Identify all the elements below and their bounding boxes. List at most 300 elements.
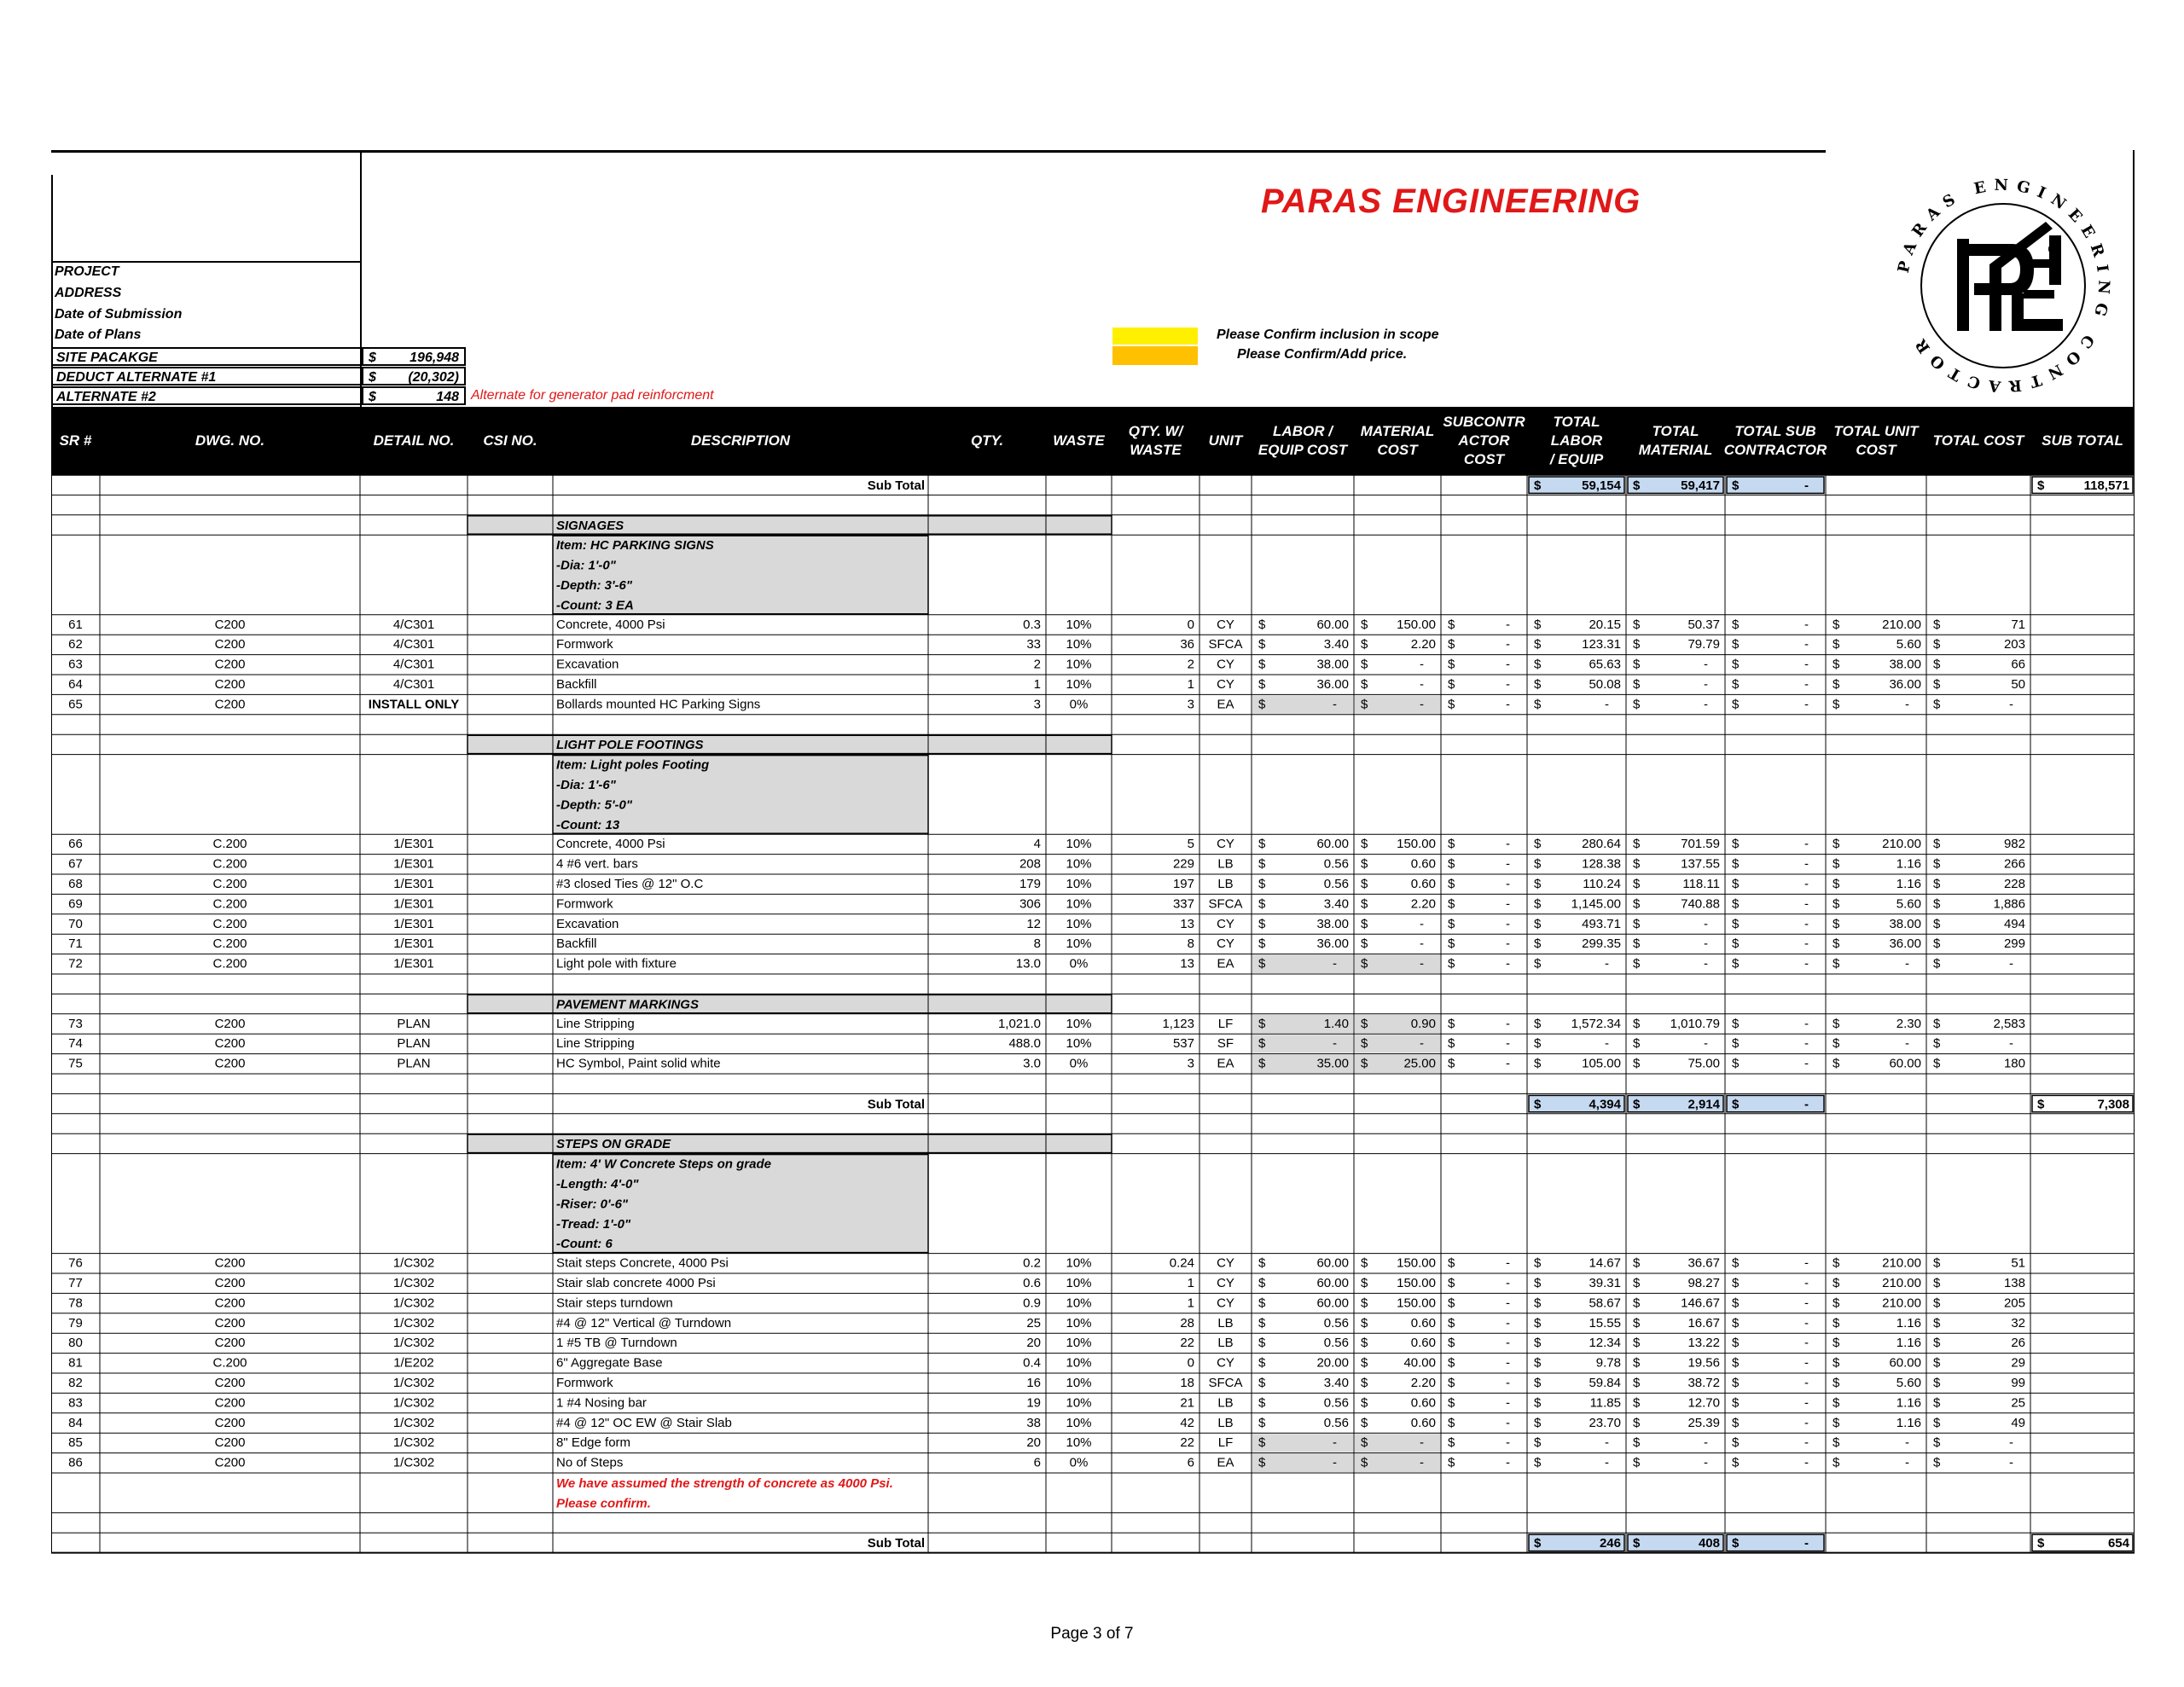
svg-text:-: - xyxy=(1420,1435,1424,1451)
svg-text:SFCA: SFCA xyxy=(1208,1376,1243,1390)
svg-text:$: $ xyxy=(1361,1435,1368,1451)
svg-text:4,394: 4,394 xyxy=(1589,1097,1621,1112)
svg-text:15.55: 15.55 xyxy=(1589,1315,1621,1330)
svg-text:INSTALL ONLY: INSTALL ONLY xyxy=(368,697,460,712)
svg-text:$: $ xyxy=(1258,1395,1266,1411)
svg-text:25: 25 xyxy=(1026,1315,1041,1330)
svg-text:-: - xyxy=(1804,677,1809,692)
svg-text:4/C301: 4/C301 xyxy=(392,657,435,672)
svg-text:$: $ xyxy=(1448,697,1455,712)
table-row xyxy=(51,837,2135,854)
company-name: PARAS ENGINEERING xyxy=(1261,183,1641,220)
svg-text:71: 71 xyxy=(2011,617,2025,632)
svg-text:1.16: 1.16 xyxy=(1896,1395,1921,1411)
svg-text:77: 77 xyxy=(68,1276,83,1290)
svg-text:0.56: 0.56 xyxy=(1323,877,1349,891)
svg-text:12.70: 12.70 xyxy=(1687,1395,1720,1411)
svg-text:118.11: 118.11 xyxy=(1682,877,1720,891)
svg-text:$: $ xyxy=(1833,1455,1840,1470)
svg-text:$: $ xyxy=(1258,1315,1266,1330)
legend-swatch-orange xyxy=(1112,346,1198,365)
svg-text:3.40: 3.40 xyxy=(1323,896,1349,912)
svg-text:60.00: 60.00 xyxy=(1316,1276,1349,1290)
svg-text:494: 494 xyxy=(2003,916,2025,931)
svg-text:$: $ xyxy=(1258,1455,1266,1470)
svg-text:$: $ xyxy=(1361,1056,1368,1071)
svg-text:$: $ xyxy=(1361,1276,1368,1290)
total-row: DEDUCT ALTERNATE #1 $ (20,302) xyxy=(51,367,466,386)
svg-text:$: $ xyxy=(1258,1435,1266,1451)
svg-text:$: $ xyxy=(1361,916,1368,931)
svg-text:Concrete, 4000 Psi: Concrete, 4000 Psi xyxy=(556,617,665,632)
svg-text:$: $ xyxy=(1833,1296,1840,1311)
svg-text:Light pole with fixture: Light pole with fixture xyxy=(556,956,677,971)
svg-text:-: - xyxy=(1333,697,1337,712)
table-row xyxy=(51,477,2135,495)
svg-text:$: $ xyxy=(1534,956,1542,971)
svg-text:Item: Light poles Footing: Item: Light poles Footing xyxy=(556,757,710,773)
svg-text:-: - xyxy=(1905,1455,1909,1470)
svg-text:-Count: 6: -Count: 6 xyxy=(556,1237,613,1252)
table-row xyxy=(51,1134,2135,1153)
svg-text:-: - xyxy=(1804,697,1809,712)
svg-text:6: 6 xyxy=(1033,1455,1041,1470)
svg-text:-: - xyxy=(1506,1355,1510,1371)
svg-text:$: $ xyxy=(1933,677,1941,692)
svg-text:1: 1 xyxy=(1187,1276,1194,1290)
table-row xyxy=(51,994,2135,1013)
svg-text:$: $ xyxy=(1534,837,1542,852)
svg-text:$: $ xyxy=(1258,1056,1266,1071)
svg-text:13: 13 xyxy=(1180,956,1194,971)
svg-text:C200: C200 xyxy=(214,1336,246,1351)
svg-text:-: - xyxy=(1506,677,1510,692)
svg-text:10%: 10% xyxy=(1066,677,1092,692)
svg-text:CY: CY xyxy=(1217,916,1234,931)
svg-text:1,123: 1,123 xyxy=(1162,1016,1194,1031)
svg-text:26: 26 xyxy=(2011,1336,2025,1351)
svg-text:38: 38 xyxy=(1026,1415,1041,1430)
svg-text:$: $ xyxy=(1732,617,1740,632)
svg-text:$: $ xyxy=(1833,877,1840,891)
svg-text:20.15: 20.15 xyxy=(1589,617,1621,632)
svg-text:0: 0 xyxy=(1187,1355,1194,1371)
column-header: SR # xyxy=(59,432,92,449)
svg-text:16.67: 16.67 xyxy=(1687,1315,1720,1330)
table-row xyxy=(51,896,2135,913)
table-row xyxy=(51,1454,2135,1473)
svg-text:-: - xyxy=(1804,1056,1809,1071)
svg-text:$: $ xyxy=(1833,1255,1840,1271)
svg-text:-: - xyxy=(1506,936,1510,952)
svg-text:$: $ xyxy=(1361,1255,1368,1271)
svg-text:150.00: 150.00 xyxy=(1397,837,1436,852)
svg-text:$: $ xyxy=(1732,697,1740,712)
project-info-label: ADDRESS xyxy=(55,286,122,300)
svg-text:67: 67 xyxy=(68,856,83,872)
svg-text:60.00: 60.00 xyxy=(1316,617,1349,632)
svg-text:10%: 10% xyxy=(1066,896,1092,912)
svg-text:2.30: 2.30 xyxy=(1896,1016,1921,1031)
column-header: TOTAL UNIT COST xyxy=(1833,423,1919,458)
svg-text:Bollards mounted HC Parking Si: Bollards mounted HC Parking Signs xyxy=(556,697,761,712)
svg-text:38.00: 38.00 xyxy=(1316,657,1349,672)
project-info-label: Date of Plans xyxy=(55,328,142,342)
svg-text:-: - xyxy=(1804,617,1809,632)
svg-text:60.00: 60.00 xyxy=(1316,837,1349,852)
svg-text:-: - xyxy=(1506,856,1510,872)
svg-text:493.71: 493.71 xyxy=(1582,916,1621,931)
svg-text:C200: C200 xyxy=(214,1435,246,1451)
svg-text:$: $ xyxy=(1534,896,1542,912)
svg-text:-: - xyxy=(2009,1435,2013,1451)
svg-text:38.00: 38.00 xyxy=(1316,916,1349,931)
svg-text:7,308: 7,308 xyxy=(2097,1097,2129,1112)
svg-text:-: - xyxy=(1804,478,1809,493)
svg-text:72: 72 xyxy=(68,956,83,971)
svg-text:75: 75 xyxy=(68,1056,83,1071)
svg-text:Formwork: Formwork xyxy=(556,637,613,652)
svg-text:23.70: 23.70 xyxy=(1589,1415,1621,1430)
svg-text:-: - xyxy=(1804,1376,1809,1390)
svg-text:$: $ xyxy=(1933,1415,1941,1430)
svg-text:208: 208 xyxy=(1019,856,1041,872)
total-divider xyxy=(362,388,363,403)
svg-text:-: - xyxy=(1506,837,1510,852)
svg-text:488.0: 488.0 xyxy=(1008,1036,1041,1052)
svg-text:36.67: 36.67 xyxy=(1687,1255,1720,1271)
svg-text:$: $ xyxy=(1732,637,1740,652)
svg-text:$: $ xyxy=(1534,1016,1542,1031)
svg-text:19.56: 19.56 xyxy=(1687,1355,1720,1371)
svg-text:65.63: 65.63 xyxy=(1589,657,1621,672)
svg-text:-Length: 4'-0": -Length: 4'-0" xyxy=(556,1177,639,1191)
svg-text:$: $ xyxy=(1633,697,1641,712)
svg-text:1/C302: 1/C302 xyxy=(392,1455,435,1470)
svg-text:$: $ xyxy=(1933,657,1941,672)
svg-text:$: $ xyxy=(1633,1435,1641,1451)
svg-text:-: - xyxy=(1804,1255,1809,1271)
svg-text:-: - xyxy=(1420,1455,1424,1470)
svg-text:1/C302: 1/C302 xyxy=(392,1276,435,1290)
svg-text:$: $ xyxy=(1534,1435,1542,1451)
svg-text:82: 82 xyxy=(68,1376,83,1390)
svg-text:-Dia: 1'-0": -Dia: 1'-0" xyxy=(556,558,616,573)
svg-text:$: $ xyxy=(1361,1376,1368,1390)
svg-text:$: $ xyxy=(1258,1355,1266,1371)
svg-text:205: 205 xyxy=(2003,1296,2025,1311)
svg-text:-: - xyxy=(1506,657,1510,672)
svg-text:-: - xyxy=(1804,637,1809,652)
column-header: QTY. xyxy=(970,432,1004,449)
svg-text:3: 3 xyxy=(1187,1056,1194,1071)
svg-text:-: - xyxy=(1506,877,1510,891)
svg-text:$: $ xyxy=(1361,1455,1368,1470)
column-header: DETAIL NO. xyxy=(373,432,455,449)
total-label: SITE PACAKGE xyxy=(56,351,158,365)
svg-text:118,571: 118,571 xyxy=(2083,478,2129,493)
svg-text:C200: C200 xyxy=(214,1056,246,1071)
svg-text:$: $ xyxy=(1633,916,1641,931)
table-row xyxy=(51,1296,2135,1313)
svg-text:10%: 10% xyxy=(1066,856,1092,872)
svg-text:C200: C200 xyxy=(214,1296,246,1311)
svg-text:$: $ xyxy=(1732,1255,1740,1271)
svg-text:$: $ xyxy=(1448,1336,1455,1351)
svg-text:$: $ xyxy=(1732,956,1740,971)
svg-text:$: $ xyxy=(1258,1255,1266,1271)
svg-text:10%: 10% xyxy=(1066,1355,1092,1371)
svg-text:$: $ xyxy=(1633,1355,1641,1371)
svg-text:8: 8 xyxy=(1187,936,1194,952)
svg-text:-: - xyxy=(1506,1395,1510,1411)
svg-text:$: $ xyxy=(1361,936,1368,952)
svg-text:$: $ xyxy=(1448,896,1455,912)
total-divider xyxy=(362,349,363,364)
svg-text:$: $ xyxy=(1534,1395,1542,1411)
svg-text:$: $ xyxy=(1833,1415,1840,1430)
svg-text:0%: 0% xyxy=(1069,1455,1089,1470)
svg-text:$: $ xyxy=(1833,1056,1840,1071)
svg-text:PLAN: PLAN xyxy=(397,1056,431,1071)
svg-text:1/C302: 1/C302 xyxy=(392,1336,435,1351)
svg-text:$: $ xyxy=(1833,856,1840,872)
svg-text:408: 408 xyxy=(1698,1536,1720,1551)
svg-text:$: $ xyxy=(1361,1315,1368,1330)
svg-text:-: - xyxy=(1333,1455,1337,1470)
svg-text:$: $ xyxy=(1633,936,1641,952)
svg-text:1/C302: 1/C302 xyxy=(392,1415,435,1430)
svg-text:C.200: C.200 xyxy=(212,1355,247,1371)
svg-text:$: $ xyxy=(1732,1536,1740,1551)
svg-text:$: $ xyxy=(1534,637,1542,652)
svg-text:$: $ xyxy=(1361,1016,1368,1031)
svg-text:13: 13 xyxy=(1180,916,1194,931)
svg-text:C200: C200 xyxy=(214,1036,246,1052)
info-box-rule xyxy=(51,261,362,263)
svg-text:12: 12 xyxy=(1026,916,1041,931)
svg-text:-: - xyxy=(1506,1036,1510,1052)
svg-text:4/C301: 4/C301 xyxy=(392,617,435,632)
svg-text:-: - xyxy=(1804,1395,1809,1411)
svg-text:1: 1 xyxy=(1187,677,1194,692)
svg-text:$: $ xyxy=(1258,916,1266,931)
svg-text:10%: 10% xyxy=(1066,877,1092,891)
svg-text:$: $ xyxy=(1833,1315,1840,1330)
table-row xyxy=(51,1095,2135,1113)
svg-text:20: 20 xyxy=(1026,1336,1041,1351)
svg-text:-: - xyxy=(1704,1036,1708,1052)
svg-text:Excavation: Excavation xyxy=(556,657,619,672)
section-title: PAVEMENT MARKINGS xyxy=(556,997,699,1012)
svg-text:$: $ xyxy=(1933,1315,1941,1330)
svg-text:0.60: 0.60 xyxy=(1410,856,1436,872)
svg-text:EA: EA xyxy=(1217,1455,1234,1470)
svg-text:$: $ xyxy=(1534,1336,1542,1351)
svg-text:$: $ xyxy=(1633,1097,1641,1112)
svg-text:LB: LB xyxy=(1217,1315,1234,1330)
svg-text:$: $ xyxy=(1933,956,1941,971)
svg-text:$: $ xyxy=(1258,837,1266,852)
svg-text:-Riser: 0'-6": -Riser: 0'-6" xyxy=(556,1197,629,1212)
svg-text:16: 16 xyxy=(1026,1376,1041,1390)
svg-text:6: 6 xyxy=(1187,1455,1194,1470)
svg-text:62: 62 xyxy=(68,637,83,652)
svg-text:$: $ xyxy=(1258,856,1266,872)
svg-text:$: $ xyxy=(1833,1276,1840,1290)
svg-text:LB: LB xyxy=(1217,1415,1234,1430)
svg-text:$: $ xyxy=(1361,677,1368,692)
svg-text:10%: 10% xyxy=(1066,1435,1092,1451)
svg-text:$: $ xyxy=(1258,697,1266,712)
svg-text:$: $ xyxy=(1534,1036,1542,1052)
svg-text:49: 49 xyxy=(2011,1415,2025,1430)
svg-text:$: $ xyxy=(1732,1395,1740,1411)
svg-text:$: $ xyxy=(1633,1415,1641,1430)
svg-text:$: $ xyxy=(1361,877,1368,891)
svg-text:210.00: 210.00 xyxy=(1882,1255,1921,1271)
svg-text:179: 179 xyxy=(1019,877,1041,891)
svg-text:1/E301: 1/E301 xyxy=(393,956,434,971)
column-header: DWG. NO. xyxy=(195,432,265,449)
svg-text:-: - xyxy=(1704,956,1708,971)
svg-text:$: $ xyxy=(1534,877,1542,891)
svg-text:CY: CY xyxy=(1217,677,1234,692)
svg-text:-: - xyxy=(1506,637,1510,652)
svg-text:$: $ xyxy=(1361,657,1368,672)
svg-text:-: - xyxy=(1420,936,1424,952)
subtotal-label: Sub Total xyxy=(867,1097,925,1112)
svg-text:$: $ xyxy=(1732,1315,1740,1330)
svg-text:$: $ xyxy=(1448,677,1455,692)
svg-text:-: - xyxy=(1420,697,1424,712)
svg-text:246: 246 xyxy=(1599,1536,1621,1551)
table-row xyxy=(51,1015,2135,1034)
column-header: CSI NO. xyxy=(483,432,537,449)
svg-text:2.20: 2.20 xyxy=(1410,1376,1436,1390)
svg-text:-: - xyxy=(1804,877,1809,891)
svg-text:-: - xyxy=(1804,1355,1809,1371)
svg-text:36.00: 36.00 xyxy=(1316,936,1349,952)
svg-text:50: 50 xyxy=(2011,677,2025,692)
svg-text:$: $ xyxy=(1933,1276,1941,1290)
svg-text:70: 70 xyxy=(68,916,83,931)
svg-text:$: $ xyxy=(1732,1036,1740,1052)
svg-text:SFCA: SFCA xyxy=(1208,896,1243,912)
svg-text:Formwork: Formwork xyxy=(556,1376,613,1390)
svg-text:1/C302: 1/C302 xyxy=(392,1395,435,1411)
svg-text:299.35: 299.35 xyxy=(1582,936,1621,952)
svg-text:22: 22 xyxy=(1180,1435,1194,1451)
svg-text:$: $ xyxy=(1732,1455,1740,1470)
svg-text:Line Stripping: Line Stripping xyxy=(556,1016,635,1031)
svg-text:$: $ xyxy=(1732,657,1740,672)
svg-text:-: - xyxy=(1804,1536,1809,1551)
svg-text:38.00: 38.00 xyxy=(1889,916,1921,931)
svg-text:$: $ xyxy=(1534,697,1542,712)
svg-text:10%: 10% xyxy=(1066,1395,1092,1411)
svg-text:$: $ xyxy=(1933,1016,1941,1031)
svg-text:$: $ xyxy=(2037,1536,2045,1551)
svg-text:1/E301: 1/E301 xyxy=(393,936,434,952)
svg-text:4 #6 vert. bars: 4 #6 vert. bars xyxy=(556,856,638,872)
svg-text:C.200: C.200 xyxy=(212,856,247,872)
svg-text:3.0: 3.0 xyxy=(1023,1056,1041,1071)
svg-text:$: $ xyxy=(1258,1016,1266,1031)
svg-text:0.56: 0.56 xyxy=(1323,1395,1349,1411)
svg-text:C200: C200 xyxy=(214,1455,246,1470)
svg-text:-: - xyxy=(1704,916,1708,931)
svg-text:9.78: 9.78 xyxy=(1595,1355,1621,1371)
svg-text:$: $ xyxy=(1448,1016,1455,1031)
svg-text:0%: 0% xyxy=(1069,697,1089,712)
table-row xyxy=(51,857,2135,874)
svg-text:1 #4 Nosing bar: 1 #4 Nosing bar xyxy=(556,1395,647,1411)
svg-text:-Dia: 1'-6": -Dia: 1'-6" xyxy=(556,778,616,792)
column-header: UNIT xyxy=(1208,432,1243,449)
svg-text:1/C302: 1/C302 xyxy=(392,1376,435,1390)
svg-text:1,886: 1,886 xyxy=(1993,896,2025,912)
svg-text:10%: 10% xyxy=(1066,1296,1092,1311)
svg-text:-: - xyxy=(1804,1276,1809,1290)
svg-text:-: - xyxy=(1804,1036,1809,1052)
svg-text:$: $ xyxy=(1258,956,1266,971)
svg-text:5.60: 5.60 xyxy=(1896,896,1921,912)
svg-text:60.00: 60.00 xyxy=(1316,1255,1349,1271)
svg-text:8" Edge form: 8" Edge form xyxy=(556,1435,631,1451)
svg-text:10%: 10% xyxy=(1066,837,1092,852)
svg-text:$: $ xyxy=(1534,677,1542,692)
svg-text:$: $ xyxy=(1448,1395,1455,1411)
svg-text:$: $ xyxy=(1732,896,1740,912)
svg-text:-: - xyxy=(2009,956,2013,971)
svg-text:10%: 10% xyxy=(1066,1255,1092,1271)
svg-text:We have assumed the strength o: We have assumed the strength of concrete as 4000 Psi. xyxy=(556,1476,893,1491)
svg-text:CY: CY xyxy=(1217,617,1234,632)
svg-text:-Depth: 5'-0": -Depth: 5'-0" xyxy=(556,797,633,813)
svg-text:CY: CY xyxy=(1217,1296,1234,1311)
svg-text:$: $ xyxy=(1633,896,1641,912)
svg-text:10%: 10% xyxy=(1066,1276,1092,1290)
svg-text:81: 81 xyxy=(68,1355,83,1371)
table-row xyxy=(51,1356,2135,1373)
svg-text:137.55: 137.55 xyxy=(1681,856,1720,872)
svg-text:$: $ xyxy=(1534,657,1542,672)
svg-text:C.200: C.200 xyxy=(212,837,247,852)
section-title: SIGNAGES xyxy=(556,518,624,533)
svg-text:$: $ xyxy=(1448,1036,1455,1052)
svg-text:0.3: 0.3 xyxy=(1023,617,1041,632)
svg-text:-: - xyxy=(1804,936,1809,952)
svg-text:210.00: 210.00 xyxy=(1882,837,1921,852)
svg-text:1.16: 1.16 xyxy=(1896,856,1921,872)
svg-text:$: $ xyxy=(1933,1255,1941,1271)
svg-text:CY: CY xyxy=(1217,657,1234,672)
svg-text:$: $ xyxy=(1633,837,1641,852)
table-row xyxy=(51,617,2135,635)
svg-text:$: $ xyxy=(1361,1395,1368,1411)
svg-text:-: - xyxy=(1704,697,1708,712)
svg-text:-: - xyxy=(1506,916,1510,931)
table-row xyxy=(51,756,2135,835)
svg-text:1/E301: 1/E301 xyxy=(393,896,434,912)
table-row xyxy=(51,955,2135,974)
svg-text:0.60: 0.60 xyxy=(1410,877,1436,891)
svg-text:$: $ xyxy=(1448,1435,1455,1451)
svg-text:Stair slab concrete 4000 Psi: Stair slab concrete 4000 Psi xyxy=(556,1276,716,1290)
column-header: DESCRIPTION xyxy=(690,432,791,449)
svg-text:537: 537 xyxy=(1172,1036,1194,1052)
